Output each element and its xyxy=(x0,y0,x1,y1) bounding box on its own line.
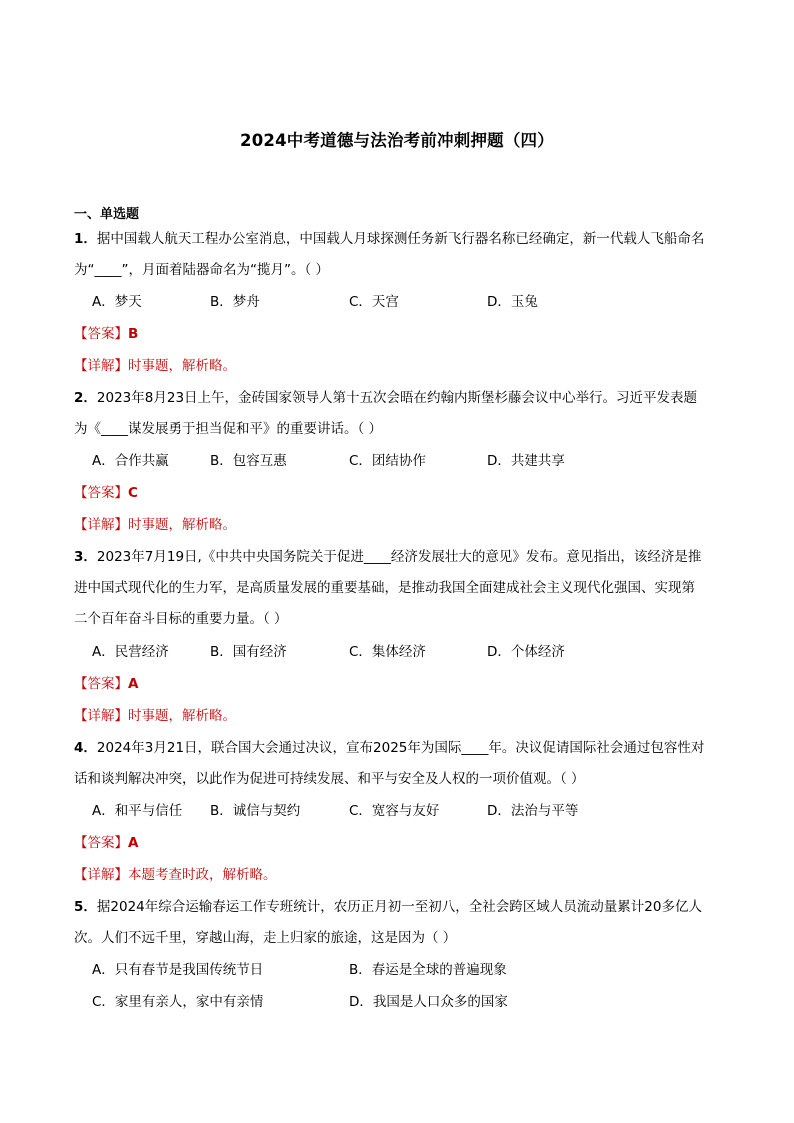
page-title: 2024中考道德与法治考前冲刺押题（四） xyxy=(240,131,554,150)
question-3-detail xyxy=(74,706,236,726)
question-4-line-2: 话和谈判解决冲突，以此作为促进可持续发展、和平与安全及人权的一项价值观。（ ） xyxy=(74,771,585,787)
question-1-line-2: 为“____”，月面着陆器命名为“揽月”。（ ） xyxy=(74,262,330,278)
detail-label: 【详解】 xyxy=(74,867,128,883)
question-number: 1． xyxy=(74,231,97,247)
question-1-option-b[interactable]: B．梦舟 xyxy=(210,294,260,310)
question-3-line-3: 二个百年奋斗目标的重要力量。（ ） xyxy=(74,611,288,627)
question-4-line-1 xyxy=(74,738,704,758)
question-2-option-a[interactable]: A．合作共赢 xyxy=(92,453,169,469)
question-5-option-b[interactable]: B．春运是全球的普遍现象 xyxy=(349,962,507,978)
answer-value: A xyxy=(128,835,139,851)
question-text: 据中国载人航天工程办公室消息，中国载人月球探测任务新飞行器名称已经确定，新一代载人飞船命名 xyxy=(96,231,705,247)
answer-label: 【答案】 xyxy=(74,326,128,342)
question-4-option-a[interactable]: A．和平与信任 xyxy=(92,803,183,819)
question-4-option-d[interactable]: D．法治与平等 xyxy=(487,803,579,819)
question-5-line-2: 次。人们不远千里，穿越山海，走上归家的旅途，这是因为（ ） xyxy=(74,930,457,946)
question-1-option-c[interactable]: C．天宫 xyxy=(349,294,399,310)
question-5-option-d[interactable]: D．我国是人口众多的国家 xyxy=(349,994,508,1010)
answer-label: 【答案】 xyxy=(74,485,128,501)
question-2-option-b[interactable]: B．包容互惠 xyxy=(210,453,287,469)
detail-text: 本题考查时政，解析略。 xyxy=(128,867,277,883)
question-text: 2023年8月23日上午，金砖国家领导人第十五次会晤在约翰内斯堡杉藤会议中心举行。习近平发表题 xyxy=(96,390,698,406)
question-4-detail xyxy=(74,865,277,885)
answer-value: B xyxy=(128,326,139,342)
question-3-line-1 xyxy=(74,547,701,567)
question-number: 2． xyxy=(74,390,97,406)
question-5-option-c[interactable]: C．家里有亲人，家中有亲情 xyxy=(92,994,264,1010)
detail-text: 时事题，解析略。 xyxy=(128,358,236,374)
question-3-option-c[interactable]: C．集体经济 xyxy=(349,644,426,660)
question-2-line-2: 为《____谋发展勇于担当促和平》的重要讲话。（ ） xyxy=(74,421,383,437)
question-3-option-a[interactable]: A．民营经济 xyxy=(92,644,169,660)
question-1-detail xyxy=(74,356,236,376)
answer-value: A xyxy=(128,676,139,692)
question-2-answer xyxy=(74,483,138,503)
question-2-detail xyxy=(74,515,236,535)
detail-text: 时事题，解析略。 xyxy=(128,517,236,533)
answer-value: C xyxy=(128,485,138,501)
detail-label: 【详解】 xyxy=(74,358,128,374)
question-number: 3． xyxy=(74,549,97,565)
question-text: 2023年7月19日,《中共中央国务院关于促进____经济发展壮大的意见》发布。意见指出，该经济是推 xyxy=(96,549,702,565)
question-number: 5． xyxy=(74,899,97,915)
detail-label: 【详解】 xyxy=(74,517,128,533)
question-number: 4． xyxy=(74,740,97,756)
question-4-answer xyxy=(74,833,138,853)
question-1-option-d[interactable]: D．玉兔 xyxy=(487,294,538,310)
question-3-option-d[interactable]: D．个体经济 xyxy=(487,644,565,660)
question-5-line-1 xyxy=(74,897,702,917)
question-4-option-c[interactable]: C．宽容与友好 xyxy=(349,803,440,819)
question-2-option-d[interactable]: D．共建共享 xyxy=(487,453,565,469)
question-3-line-2: 进中国式现代化的生力军，是高质量发展的重要基础，是推动我国全面建成社会主义现代化强国、实现第 xyxy=(74,580,695,596)
question-2-line-1 xyxy=(74,388,697,408)
answer-label: 【答案】 xyxy=(74,676,128,692)
question-1-line-1 xyxy=(74,229,704,249)
answer-label: 【答案】 xyxy=(74,835,128,851)
question-4-option-b[interactable]: B．诚信与契约 xyxy=(210,803,301,819)
section-heading: 一、单选题 xyxy=(74,207,140,222)
question-3-answer xyxy=(74,674,138,694)
question-3-option-b[interactable]: B．国有经济 xyxy=(210,644,287,660)
detail-label: 【详解】 xyxy=(74,708,128,724)
detail-text: 时事题，解析略。 xyxy=(128,708,236,724)
question-1-option-a[interactable]: A．梦天 xyxy=(92,294,142,310)
question-1-answer xyxy=(74,324,138,344)
question-5-option-a[interactable]: A．只有春节是我国传统节日 xyxy=(92,962,264,978)
question-2-option-c[interactable]: C．团结协作 xyxy=(349,453,426,469)
question-text: 2024年3月21日，联合国大会通过决议，宣布2025年为国际____年。决议促请国际社会通过包容性对 xyxy=(96,740,705,756)
question-text: 据2024年综合运输春运工作专班统计，农历正月初一至初八，全社会跨区域人员流动量累计20多亿人 xyxy=(96,899,702,915)
